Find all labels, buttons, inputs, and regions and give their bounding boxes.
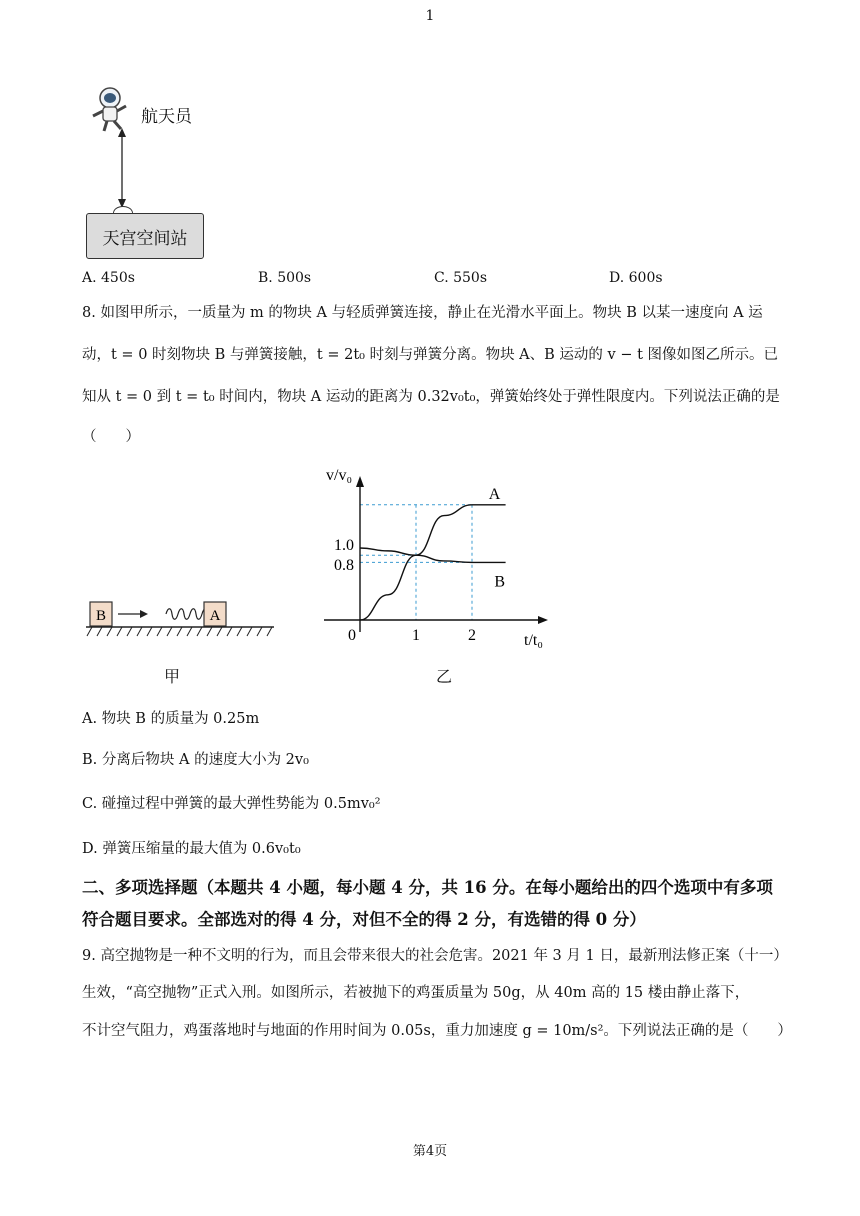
y-axis-label: v/v₀ <box>326 467 353 484</box>
x-tick-2: 2 <box>468 627 476 644</box>
x-tick-0: 0 <box>348 627 356 644</box>
figure-yi-chart <box>318 462 568 660</box>
q8-line-1: 8. 如图甲所示，一质量为 m 的物块 A 与轻质弹簧连接，静止在光滑水平面上。物块 B 以某一速度向 A 运 <box>82 305 763 321</box>
q8-line-3: 知从 t = 0 到 t = t₀ 时间内，物块 A 运动的距离为 0.32v₀t₀，弹簧始终处于弹性限度内。下列说法正确的是 <box>82 389 780 405</box>
distance-arrow <box>112 128 132 208</box>
curve-b-label: B <box>494 573 506 591</box>
x-axis-arrow <box>538 616 548 624</box>
figure-yi-caption: 乙 <box>436 667 453 686</box>
y-tick-0-8: 0.8 <box>334 557 354 574</box>
x-tick-1: 1 <box>412 627 420 644</box>
q7-option-c: C. 550s <box>434 270 488 286</box>
page-footer: 第4页 <box>412 1144 448 1159</box>
astronaut-label: 航天员 <box>141 107 192 127</box>
block-a-label: A <box>209 608 221 624</box>
chart-labels <box>326 467 543 649</box>
q8-option-c: C. 碰撞过程中弹簧的最大弹性势能为 0.5mv₀² <box>82 796 381 812</box>
q8-line-2: 动，t = 0 时刻物块 B 与弹簧接触，t = 2t₀ 时刻与弹簧分离。物块 A、B 运动的 v − t 图像如图乙所示。已 <box>82 347 779 363</box>
q7-option-a: A. 450s <box>82 270 135 286</box>
section-2-heading-line-1: 二、多项选择题（本题共 4 小题，每小题 4 分，共 16 分。在每小题给出的四个选项中有多项 <box>82 878 773 897</box>
curve-b <box>360 548 506 562</box>
y-axis-arrow <box>356 476 364 487</box>
q8-line-4: （ ） <box>82 429 140 445</box>
q8-option-a: A. 物块 B 的质量为 0.25m <box>82 711 260 727</box>
q7-option-d: D. 600s <box>609 270 663 286</box>
y-tick-1-0: 1.0 <box>334 537 354 554</box>
ground-hatch <box>87 627 272 636</box>
q9-line-3: 不计空气阻力，鸡蛋落地时与地面的作用时间为 0.05s，重力加速度 g = 10m/s²。下列说法正确的是（ ） <box>82 1023 792 1039</box>
chart-axes <box>324 476 548 632</box>
q8-option-d: D. 弹簧压缩量的最大值为 0.6v₀t₀ <box>82 841 301 857</box>
q8-option-b: B. 分离后物块 A 的速度大小为 2v₀ <box>82 752 309 768</box>
astronaut-icon <box>88 86 138 134</box>
curve-a-label: A <box>488 485 501 503</box>
x-axis-label: t/t₀ <box>524 632 543 649</box>
q9-line-1: 9. 高空抛物是一种不文明的行为，而且会带来很大的社会危害。2021 年 3 月 1 日，最新刑法修正案（十一） <box>82 948 788 964</box>
q7-option-b: B. 500s <box>258 270 312 286</box>
q9-line-2: 生效，“高空抛物”正式入刑。如图所示，若被抛下的鸡蛋质量为 50g，从 40m 高的 15 楼由静止落下， <box>82 985 750 1001</box>
figure-jia-caption: 甲 <box>164 667 181 686</box>
space-station-box: 天宫空间站 <box>86 213 204 259</box>
block-b-label: B <box>95 608 107 624</box>
figure-jia <box>84 596 278 642</box>
page-number: 1 <box>425 8 435 24</box>
section-2-heading-line-2: 符合题目要求。全部选对的得 4 分，对但不全的得 2 分，有选错的得 0 分） <box>82 910 646 929</box>
